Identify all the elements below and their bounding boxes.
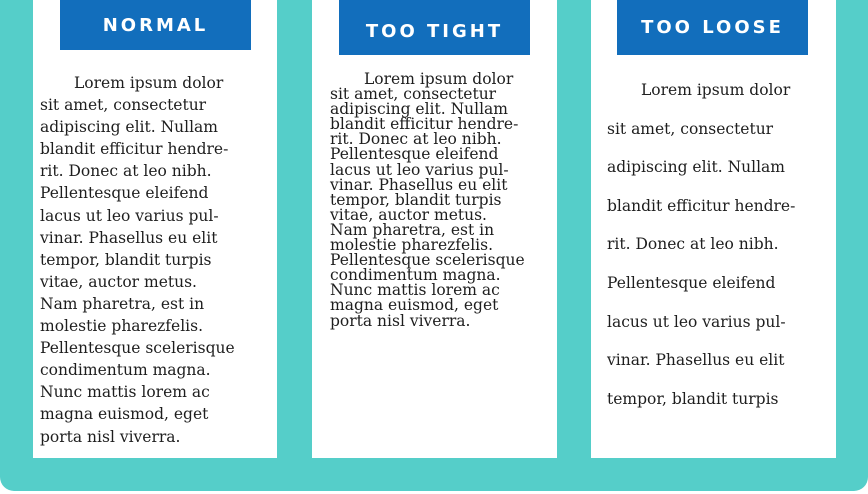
paragraph-line: condimentum magna.: [330, 266, 501, 285]
paragraph-line: sit amet, consectetur: [40, 96, 207, 115]
paragraph-line: lacus ut leo varius pul-: [330, 160, 509, 179]
paragraph-line: adipiscing elit. Nullam: [40, 118, 218, 137]
paragraph-line: vitae, auctor metus.: [330, 205, 487, 224]
paragraph-line: porta nisl viverra.: [40, 427, 181, 446]
paragraph-line: Pellentesque eleifend: [607, 273, 776, 292]
paragraph-line: Nam pharetra, est in: [40, 294, 205, 313]
panel-label-normal: NORMAL: [60, 0, 251, 50]
paragraph-line: magna euismod, eget: [330, 296, 499, 315]
paragraph-line: lacus ut leo varius pul-: [607, 312, 786, 331]
paragraph-line: vinar. Phasellus eu elit: [40, 228, 218, 247]
paragraph-line: vinar. Phasellus eu elit: [607, 351, 785, 370]
sample-paragraph-normal: [40, 72, 235, 448]
paragraph-line: tempor, blandit turpis: [40, 250, 212, 269]
paragraph-line: Pellentesque eleifend: [330, 145, 499, 164]
sample-paragraph-too-loose: [607, 71, 795, 418]
paragraph-line: blandit efficitur hendre-: [330, 115, 519, 134]
paragraph-line: tempor, blandit turpis: [607, 389, 779, 408]
panel-label-too-loose: TOO LOOSE: [617, 0, 808, 55]
paragraph-line: adipiscing elit. Nullam: [607, 158, 785, 177]
paragraph-line: Pellentesque eleifend: [40, 184, 209, 203]
paragraph-line: sit amet, consectetur: [330, 85, 497, 104]
paragraph-line: porta nisl viverra.: [330, 311, 471, 330]
paragraph-line: blandit efficitur hendre-: [40, 140, 229, 159]
paragraph-line: Nam pharetra, est in: [330, 220, 495, 239]
paragraph-line: molestie pharezfelis.: [40, 317, 203, 336]
paragraph-line: lacus ut leo varius pul-: [40, 206, 219, 225]
paragraph-line: condimentum magna.: [40, 361, 211, 380]
paragraph-line: vitae, auctor metus.: [40, 272, 197, 291]
paragraph-line: rit. Donec at leo nibh.: [330, 130, 502, 149]
paragraph-line: Pellentesque scelerisque: [40, 339, 235, 358]
paragraph-line: Nunc mattis lorem ac: [40, 383, 210, 402]
paragraph-line: blandit efficitur hendre-: [607, 196, 796, 215]
paragraph-line: molestie pharezfelis.: [330, 236, 493, 255]
paragraph-line: rit. Donec at leo nibh.: [607, 235, 779, 254]
paragraph-line: magna euismod, eget: [40, 405, 209, 424]
paragraph-line: sit amet, consectetur: [607, 119, 774, 138]
paragraph-line: vinar. Phasellus eu elit: [330, 175, 508, 194]
paragraph-line: tempor, blandit turpis: [330, 190, 502, 209]
paragraph-line: Lorem ipsum dolor: [74, 74, 224, 92]
paragraph-line: Pellentesque scelerisque: [330, 251, 525, 270]
paragraph-line: Lorem ipsum dolor: [641, 81, 791, 99]
paragraph-line: Lorem ipsum dolor: [364, 70, 514, 88]
paragraph-line: rit. Donec at leo nibh.: [40, 162, 212, 181]
paragraph-line: adipiscing elit. Nullam: [330, 100, 508, 119]
panel-label-too-tight: TOO TIGHT: [339, 0, 530, 55]
paragraph-line: Nunc mattis lorem ac: [330, 281, 500, 300]
sample-paragraph-too-tight: [330, 72, 525, 329]
